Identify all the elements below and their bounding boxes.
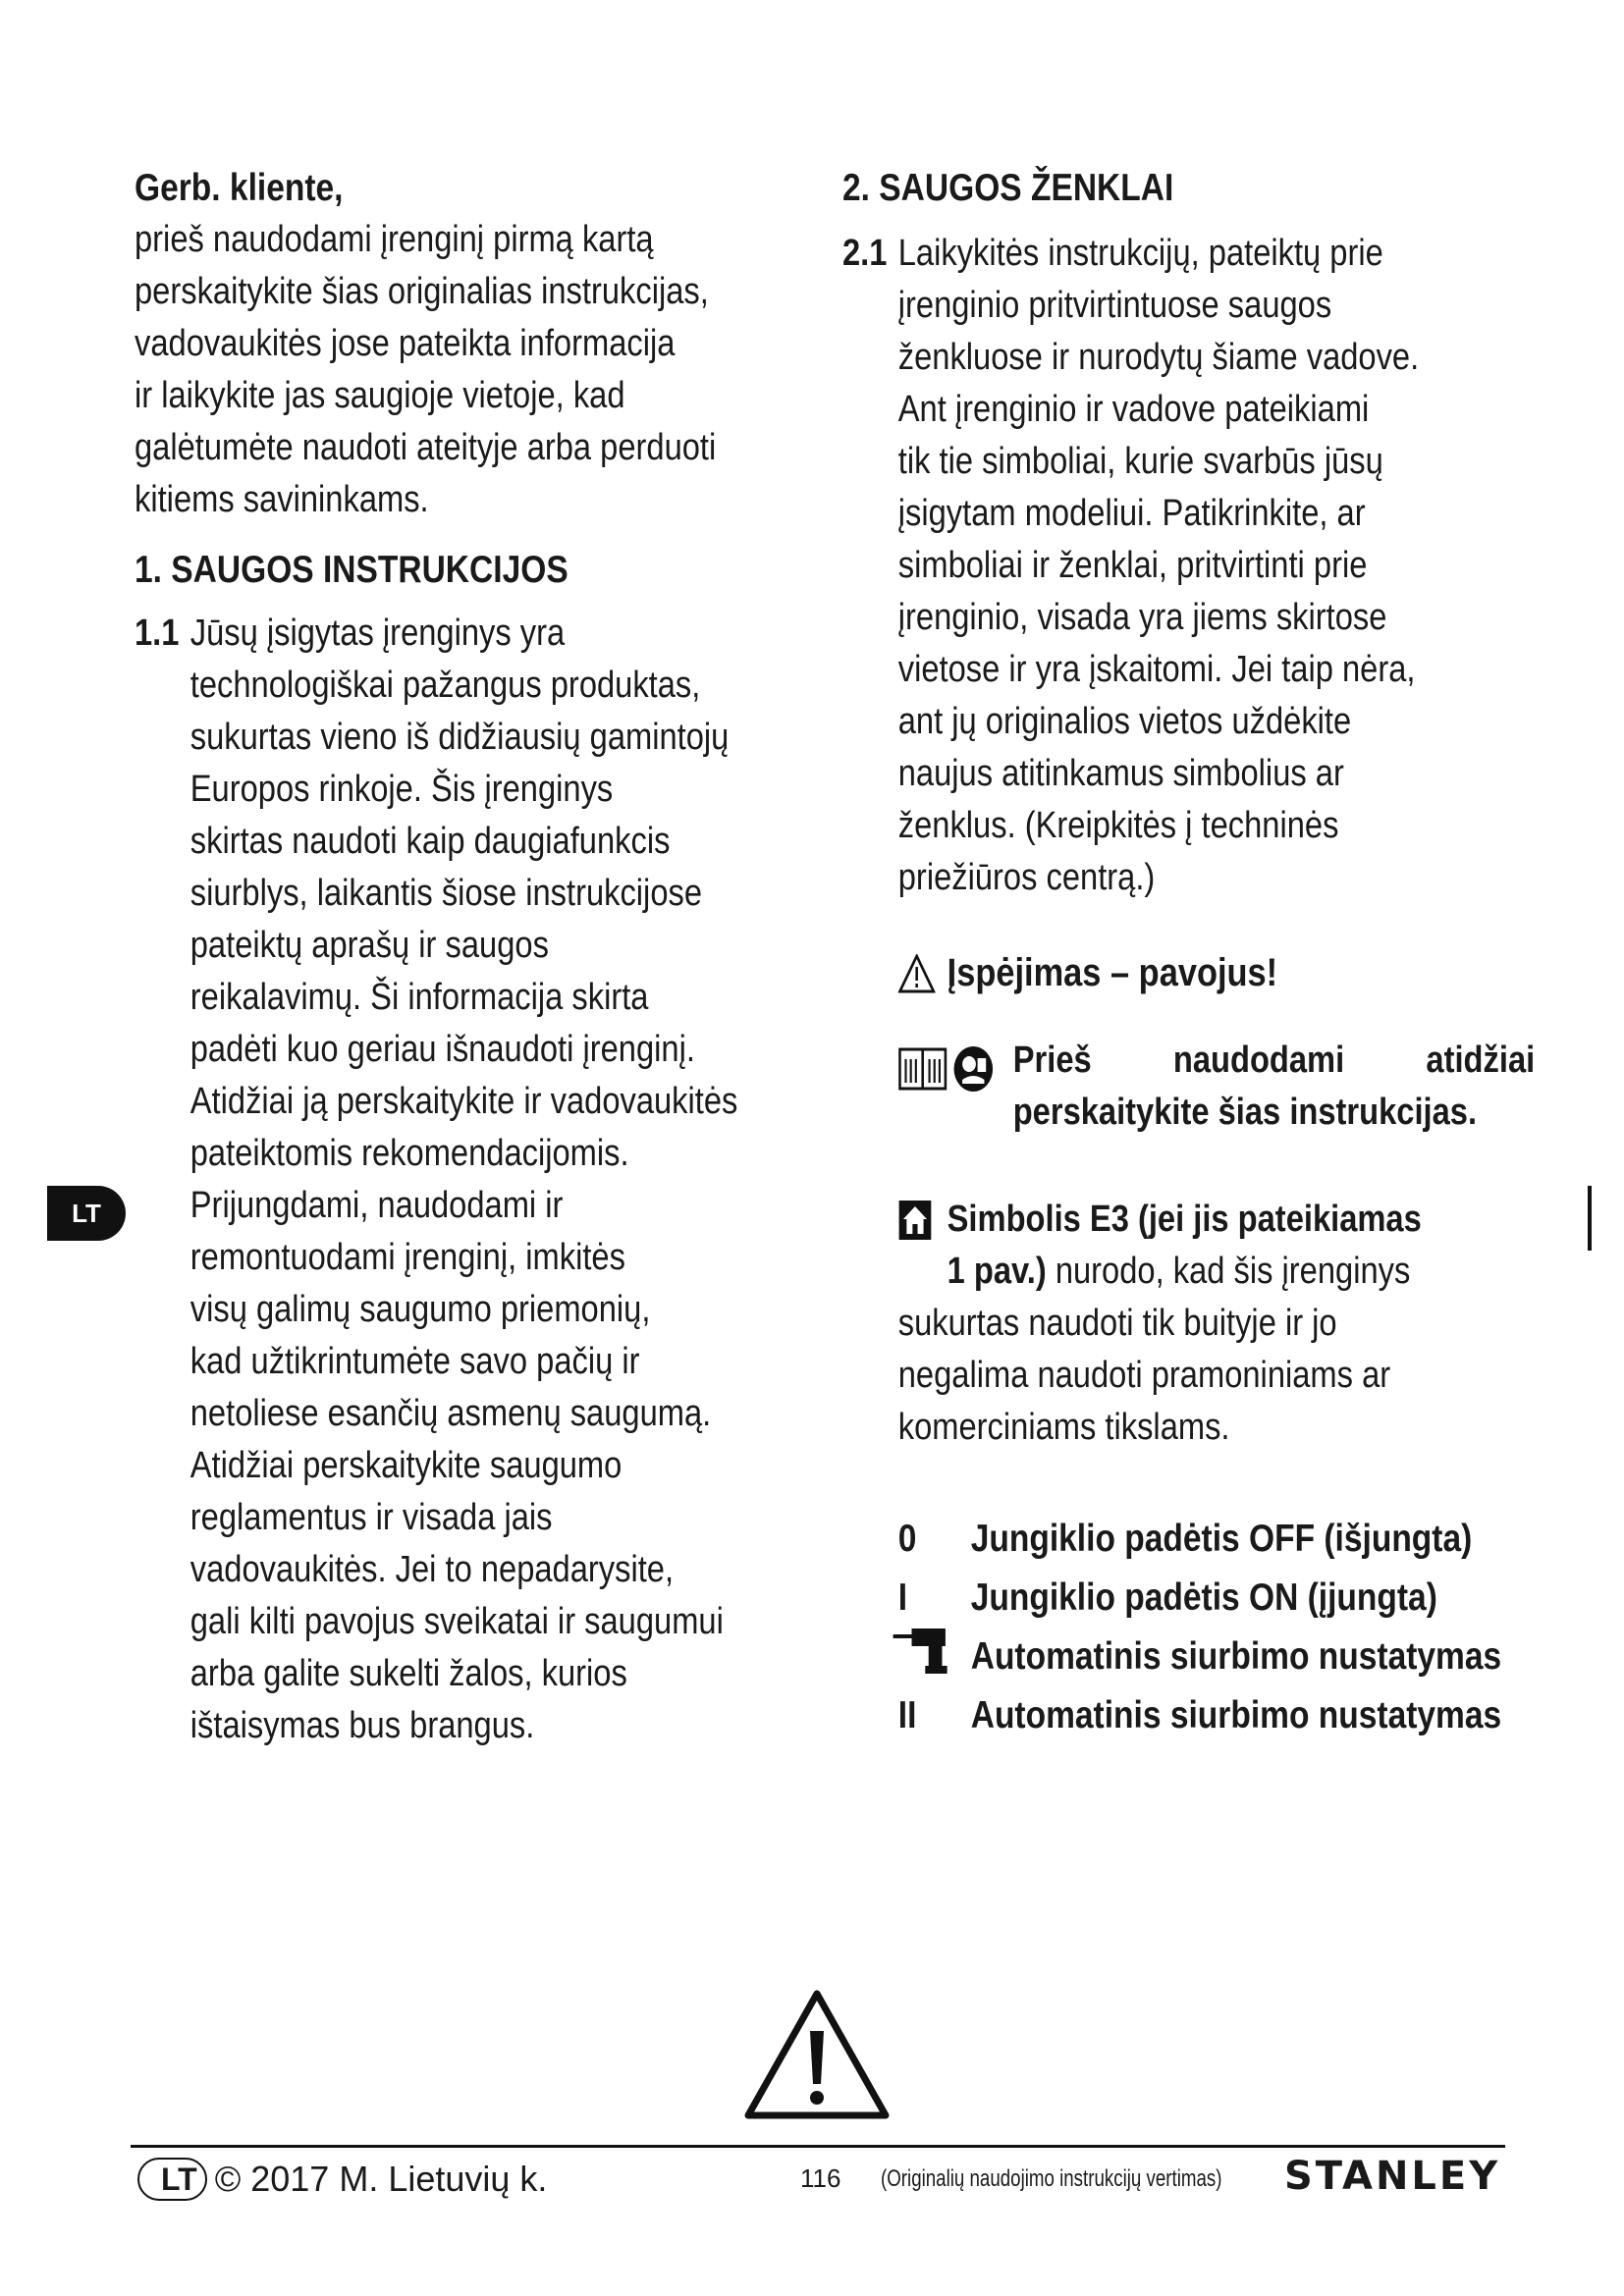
item-2-1 xyxy=(842,228,1535,904)
footer-divider xyxy=(131,2145,1505,2148)
text-line: padėti kuo geriau išnaudoti įrenginį. xyxy=(189,1029,695,1070)
right-column xyxy=(842,162,1535,1744)
text-line: ištaisymas bus brangus. xyxy=(189,1705,535,1746)
read-instructions-text xyxy=(1013,1035,1535,1139)
switch-row-drill xyxy=(898,1627,1535,1685)
section-2-title: 2. SAUGOS ŽENKLAI xyxy=(842,167,1174,209)
text-line: priežiūros centrą.) xyxy=(897,857,1156,898)
item-number: 2.1 xyxy=(842,233,888,274)
text-line: vadovaukitės jose pateikta informacija xyxy=(135,323,676,364)
big-warning-triangle-icon xyxy=(743,1988,891,2126)
text-line: Europos rinkoje. Šis įrenginys xyxy=(189,769,614,810)
text-line: kitiems savininkams. xyxy=(135,479,429,520)
text-line: perskaitykite šias originalias instrukcijas, xyxy=(135,271,709,312)
brand-logo: STANLEY xyxy=(1284,2154,1501,2199)
household-use-icon xyxy=(898,1200,932,1241)
text-line: reikalavimų. Ši informacija skirta xyxy=(189,977,649,1018)
text-line: vietose ir yra įskaitomi. Jei taip nėra, xyxy=(897,649,1416,690)
text-line: skirtas naudoti kaip daugiafunkcis xyxy=(189,821,671,862)
text-line: siurblys, laikantis šiose instrukcijose xyxy=(189,873,703,914)
text-line: pateiktomis rekomendacijomis. xyxy=(189,1133,629,1174)
text-line: visų galimų saugumo priemonių, xyxy=(189,1289,651,1330)
text-line: galėtumėte naudoti ateityje arba perduoti xyxy=(135,427,717,468)
power-tool-icon xyxy=(892,1623,950,1689)
text-line: Laikykitės instrukcijų, pateiktų prie xyxy=(897,233,1383,274)
text-line: naujus atitinkamus simbolius ar xyxy=(897,753,1344,794)
switch-row-off xyxy=(898,1509,1535,1568)
text-line: perskaitykite šias instrukcijas. xyxy=(1012,1092,1478,1133)
page-edge-marker xyxy=(1588,1186,1592,1251)
text-line: Atidžiai ją perskaitykite ir vadovaukitės xyxy=(189,1081,738,1122)
text-line: negalima naudoti pramoniniams ar xyxy=(897,1355,1391,1396)
section-1-title: 1. SAUGOS INSTRUKCIJOS xyxy=(135,549,568,591)
read-manual-person-icon xyxy=(952,1044,995,1094)
text-line: ant jų originalios vietos uždėkite xyxy=(897,701,1352,742)
footer-language xyxy=(137,2158,547,2201)
figure-reference: 1 pav.) xyxy=(947,1251,1047,1292)
text-line: įsigytam modeliui. Patikrinkite, ar xyxy=(897,493,1366,534)
text-line: komerciniams tikslams. xyxy=(897,1407,1230,1448)
greeting: Gerb. kliente, xyxy=(135,167,344,209)
text-line: ir laikykite jas saugioje vietoje, kad xyxy=(135,375,625,416)
text-line: sukurtas vieno iš didžiausių gamintojų xyxy=(189,717,730,758)
switch-row-auto xyxy=(898,1685,1535,1744)
switch-position-list xyxy=(898,1509,1535,1744)
switch-symbol: I xyxy=(897,1575,908,1619)
text-line: ženkluose ir nurodytų šiame vadove. xyxy=(897,337,1420,378)
e3-head xyxy=(898,1194,1535,1246)
page-footer xyxy=(137,2154,1512,2216)
text-line: pateiktų aprašų ir saugos xyxy=(189,925,549,966)
switch-label: Jungiklio padėtis OFF (išjungta) xyxy=(970,1517,1473,1560)
text-line: simboliai ir ženklai, pritvirtinti prie xyxy=(897,545,1368,586)
text-line: reglamentus ir visada jais xyxy=(189,1497,553,1538)
item-2-1-body xyxy=(898,228,1535,904)
e3-paragraph xyxy=(898,1298,1535,1454)
warning-triangle-icon xyxy=(898,954,936,993)
page-number: 116 xyxy=(800,2163,841,2193)
text-line: gali kilti pavojus sveikatai ir saugumui xyxy=(189,1601,724,1642)
text-line: arba galite sukelti žalos, kurios xyxy=(189,1653,627,1694)
switch-label: Automatinis siurbimo nustatymas xyxy=(970,1634,1502,1678)
text-line: Atidžiai perskaitykite saugumo xyxy=(189,1445,623,1486)
switch-symbol: 0 xyxy=(897,1517,917,1560)
intro-paragraph xyxy=(135,214,827,526)
text-line: kad užtikrintumėte savo pačių ir xyxy=(189,1341,640,1382)
item-number: 1.1 xyxy=(135,613,180,654)
text-line: prieš naudodami įrenginį pirmą kartą xyxy=(135,219,654,260)
text-line: tik tie simboliai, kurie svarbūs jūsų xyxy=(897,441,1383,482)
read-icons xyxy=(898,1035,1013,1094)
item-1-1 xyxy=(135,608,827,1752)
text-line: Prijungdami, naudodami ir xyxy=(189,1185,564,1226)
copyright: © 2017 M. Lietuvių k. xyxy=(214,2159,548,2199)
item-1-1-body xyxy=(190,608,827,1752)
text-line: vadovaukitės. Jei to nepadarysite, xyxy=(189,1549,675,1590)
manual-book-icon xyxy=(898,1045,947,1093)
warning-line xyxy=(898,947,1535,999)
text-line: Jūsų įsigytas įrenginys yra xyxy=(189,613,566,654)
language-tab: LT xyxy=(47,1186,126,1241)
e3-title: Simbolis E3 (jei jis pateikiamas xyxy=(947,1199,1422,1240)
text-line: technologiškai pažangus produktas, xyxy=(189,665,701,706)
translation-note: (Originalių naudojimo instrukcijų vertimas) xyxy=(881,2165,1222,2192)
text-line: įrenginio pritvirtintuose saugos xyxy=(897,285,1332,326)
text-line: remontuodami įrenginį, imkitės xyxy=(189,1237,625,1278)
e3-line xyxy=(898,1246,1535,1298)
text-line: netoliese esančių asmenų saugumą. xyxy=(189,1393,712,1434)
switch-symbol: II xyxy=(897,1693,917,1736)
text-line: įrenginio, visada yra jiems skirtose xyxy=(897,597,1387,638)
left-column xyxy=(135,162,827,1752)
e3-text: nurodo, kad šis įrenginys xyxy=(1046,1251,1411,1292)
language-code: LT xyxy=(137,2158,207,2201)
text-line: ženklus. (Kreipkitės į techninės xyxy=(897,805,1339,846)
read-instructions-block xyxy=(898,1035,1535,1139)
text-line: Ant įrenginio ir vadove pateikiami xyxy=(897,389,1370,430)
switch-label: Jungiklio padėtis ON (įjungta) xyxy=(970,1575,1437,1619)
text-line: sukurtas naudoti tik buityje ir jo xyxy=(897,1303,1337,1344)
warning-label: Įspėjimas – pavojus! xyxy=(947,951,1278,994)
e3-symbol-block xyxy=(898,1194,1535,1454)
switch-label: Automatinis siurbimo nustatymas xyxy=(970,1693,1502,1736)
switch-row-on xyxy=(898,1568,1535,1627)
text-line: Prieš naudodami atidžiai xyxy=(1012,1040,1536,1081)
